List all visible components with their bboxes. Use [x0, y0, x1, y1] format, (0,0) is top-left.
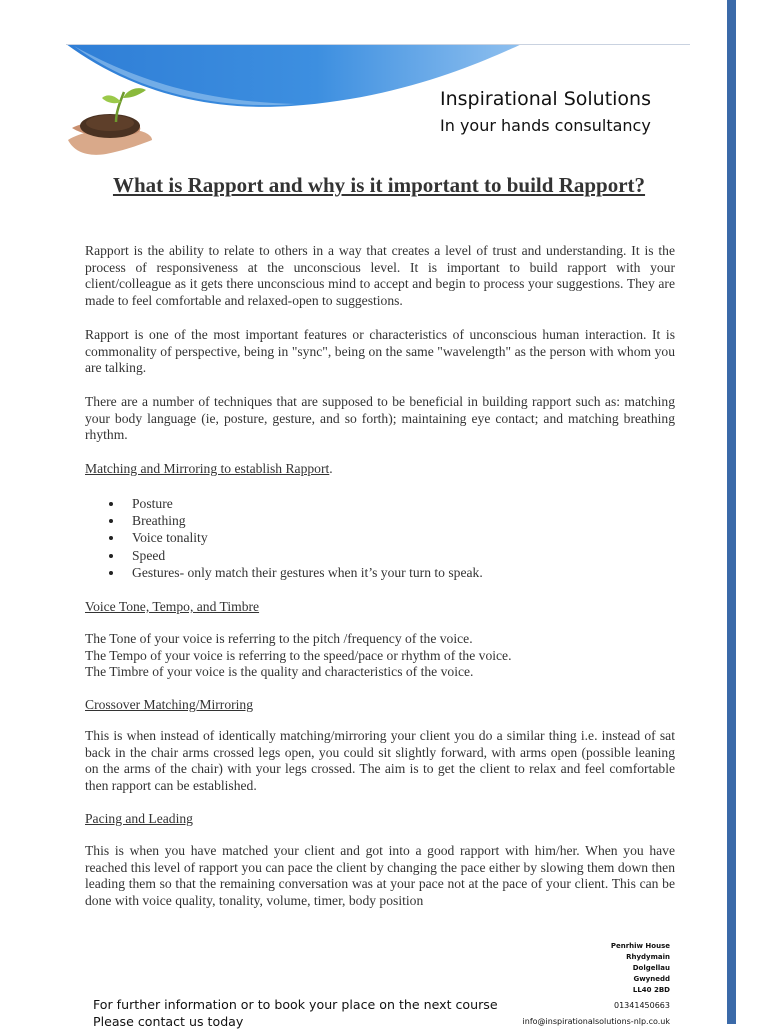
intro-paragraph-1: Rapport is the ability to relate to others in a way that creates a level of trust and understanding. It is the process of responsiveness at the unconscious level. It is important to build rapport with your client/colleague as it gets there unconscious mind to accept and begin to process your suggestions. They are made to feel comfortable and relaxed-open to suggestions. [85, 243, 675, 308]
address-line: Rhydymain [626, 952, 670, 961]
intro-paragraph-3: There are a number of techniques that are supposed to be beneficial in building rapport such as: matching your body language (ie, posture, gesture, and so forth); maintaining eye contact; and matching breathing rhythm. [85, 394, 675, 442]
intro-paragraph-2: Rapport is one of the most important features or characteristics of unconscious human interaction. It is commonality of perspective, being in "sync", being on the same "wavelength" as the person with whom you are talking. [85, 327, 675, 375]
voice-heading: Voice Tone, Tempo, and Timbre [85, 599, 260, 614]
company-block [440, 85, 651, 139]
matching-heading-line [85, 461, 333, 477]
matching-heading: Matching and Mirroring to establish Rapport [85, 461, 330, 476]
header-rule [66, 44, 690, 45]
matching-list [107, 495, 483, 581]
list-item: Posture [107, 495, 483, 512]
company-name: Inspirational Solutions [440, 88, 651, 110]
address-line: LL40 2BD [632, 985, 670, 994]
matching-heading-period: . [329, 461, 333, 476]
page-edge-bar [727, 0, 736, 1024]
address-line: Dolgellau [632, 963, 670, 972]
pacing-heading: Pacing and Leading [85, 811, 193, 826]
letterhead [66, 40, 690, 170]
contact-call-to-action [93, 996, 498, 1030]
address-line: Penrhiw House [610, 942, 670, 950]
postal-address [580, 941, 670, 996]
list-item: Gestures- only match their gestures when it’s your turn to speak. [107, 564, 483, 581]
cta-line-1: For further information or to book your place on the next course [93, 997, 498, 1012]
voice-line-tempo: The Tempo of your voice is referring to the speed/pace or rhythm of the voice. [85, 647, 512, 663]
email-link[interactable]: info@inspirationalsolutions-nlp.co.uk [522, 1017, 670, 1026]
seedling-in-hands-icon [66, 84, 154, 160]
page-title: What is Rapport and why is it important to build Rapport? [112, 173, 646, 197]
list-item: Speed [107, 547, 483, 564]
crossover-paragraph: This is when instead of identically matching/mirroring your client you do a similar thing i.e. instead of sat back in the chair arms crossed legs open, you could sit slightly forward, with arms open (possible leaning on the arms of the chair) with your legs crossed. The aim is to get the client to relax and feel comfortable then rapport can be established. [85, 728, 675, 793]
crossover-heading: Crossover Matching/Mirroring [85, 697, 254, 712]
voice-line-tone: The Tone of your voice is referring to the pitch /frequency of the voice. [85, 631, 473, 646]
cta-line-2: Please contact us today [93, 1014, 244, 1029]
pacing-paragraph: This is when you have matched your client and got into a good rapport with him/her. When you have reached this level of rapport you can pace the client by changing the pace either by slowing them down then leading them so that the remaining conversation was at your pace not at the pace of your client. This can be done with voice quality, tonality, volume, timer, body position [85, 843, 675, 908]
phone-number: 01341450663 [614, 1001, 670, 1010]
voice-lines [85, 631, 675, 681]
list-item: Breathing [107, 512, 483, 529]
address-line: Gwynedd [633, 974, 670, 983]
list-item: Voice tonality [107, 529, 483, 546]
company-tagline: In your hands consultancy [440, 116, 651, 135]
voice-line-timbre: The Timbre of your voice is the quality and characteristics of the voice. [85, 664, 474, 679]
